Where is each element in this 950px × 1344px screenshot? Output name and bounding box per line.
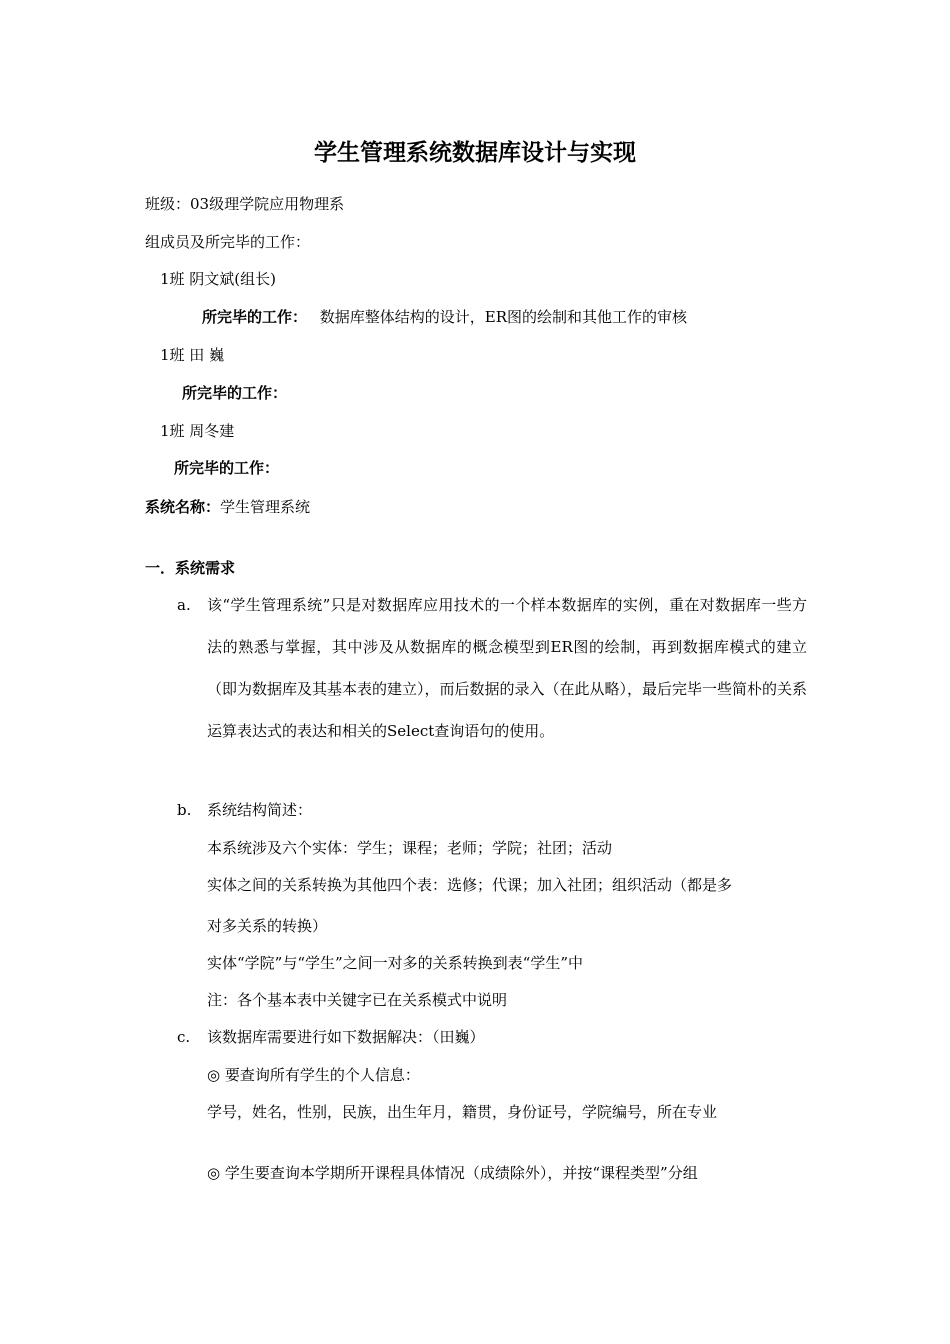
item-b-line: 对多关系的转换） (207, 917, 328, 935)
item-b-line: 本系统涉及六个实体：学生；课程；老师；学院；社团；活动 (207, 839, 613, 857)
item-marker-c: c. (177, 1028, 191, 1046)
document-title: 学生管理系统数据库设计与实现 (314, 140, 636, 166)
member-work (182, 383, 287, 403)
member-name: 1班 周冬建 (160, 422, 235, 440)
member-work (202, 307, 687, 327)
members-heading: 组成员及所完毕的工作： (145, 233, 311, 251)
system-name-value: 学生管理系统 (220, 498, 311, 516)
query-title: ◎ 学生要查询本学期所开课程具体情况（成绩除外），并按“课程类型”分组 (207, 1164, 698, 1182)
query-fields: 学号，姓名，性别，民族，出生年月，籍贯，身份证号，学院编号，所在专业 (207, 1103, 718, 1121)
item-c-heading: 该数据库需要进行如下数据解决：（田巍） (207, 1028, 485, 1046)
item-b-line: 注：各个基本表中关键字已在关系模式中说明 (207, 991, 508, 1009)
work-label: 所完毕的工作： (182, 384, 288, 402)
system-name-label: 系统名称： (145, 498, 221, 516)
member-name: 1班 阴文斌(组长) (160, 270, 277, 288)
member-name: 1班 田 巍 (160, 346, 225, 364)
item-a-paragraph: 该“学生管理系统”只是对数据库应用技术的一个样本数据库的实例，重在对数据库一些方法的熟悉与掌握，其中涉及从数据库的概念模型到ER图的绘制，再到数据库模式的建立（即为数据库及其基本表的建立），而后数据的录入（在此从略），最后完毕一些简朴的关系运算表达式的表达和相关的Select查询语句的使用。 (207, 596, 808, 740)
item-b-line: 实体“学院”与“学生”之间一对多的关系转换到表“学生”中 (207, 954, 584, 972)
item-marker-a: a. (177, 596, 191, 614)
section-heading: 一．系统需求 (145, 559, 236, 577)
item-marker-b: b. (177, 801, 192, 819)
work-label: 所完毕的工作： (174, 459, 280, 477)
class-info: 班级：03级理学院应用物理系 (145, 195, 345, 213)
item-b-line: 实体之间的关系转换为其他四个表：选修；代课；加入社团；组织活动（都是多 (207, 876, 733, 894)
work-text: 数据库整体结构的设计，ER图的绘制和其他工作的审核 (319, 308, 688, 326)
work-label: 所完毕的工作： (202, 308, 308, 326)
system-name (145, 497, 310, 517)
query-title: ◎ 要查询所有学生的个人信息： (207, 1066, 420, 1084)
member-work (174, 458, 279, 478)
item-b-heading: 系统结构简述： (207, 801, 313, 819)
